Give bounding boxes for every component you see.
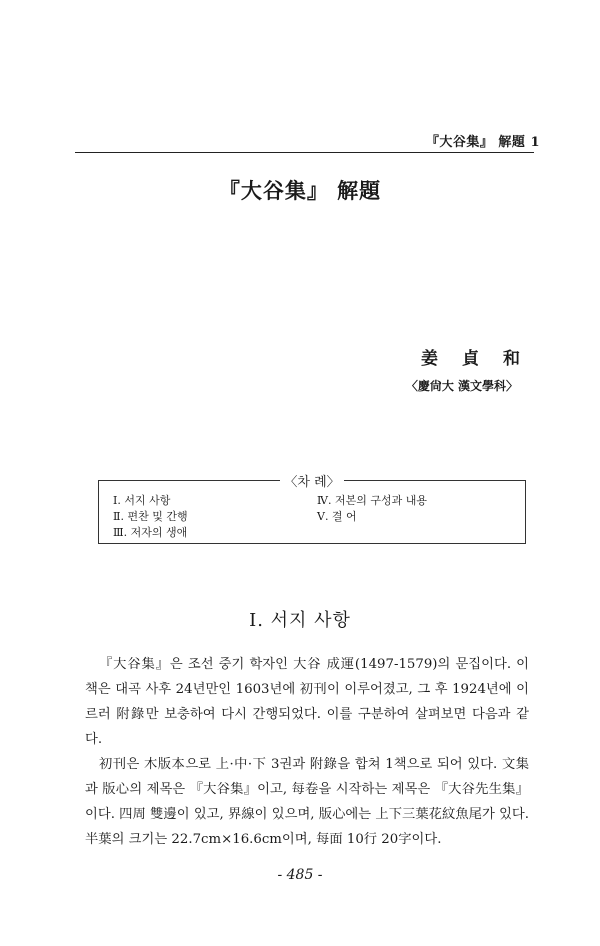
- section-heading: Ⅰ. 서지 사항: [249, 610, 351, 631]
- toc-item: Ⅴ. 결 어: [317, 510, 357, 523]
- toc-item: Ⅱ. 편찬 및 간행: [113, 510, 188, 523]
- toc-item: Ⅰ. 서지 사항: [113, 494, 171, 507]
- body-text: [85, 652, 529, 852]
- toc-heading: [99, 471, 525, 490]
- author-affiliation: 〈慶尙大 漢文學科〉: [405, 379, 518, 393]
- toc-heading-label: 〈차 례〉: [280, 475, 343, 490]
- header-rule: [75, 152, 534, 153]
- toc-item: Ⅲ. 저자의 생애: [113, 526, 188, 539]
- paragraph: 初刊은 木版本으로 上·中·下 3권과 附錄을 합쳐 1책으로 되어 있다. 文集과 版心의 제목은 『大谷集』이고, 每卷을 시작하는 제목은 『大谷先生集』이다. 四周 雙邊이 있고, 界線이 있으며, 版心에는 上下三葉花紋魚尾가 있다. 半葉의 크기는 22.7cm×16.6cm이며, 每面 10行 20字이다.: [85, 757, 529, 847]
- document-title: 『大谷集』 解題: [218, 178, 382, 203]
- author-block: [405, 344, 544, 394]
- paragraph: 『大谷集』은 조선 중기 학자인 大谷 成運(1497-1579)의 문집이다. 이 책은 대곡 사후 24년만인 1603년에 初刊이 이루어졌고, 그 후 1924년에 이르러 附錄만 보충하여 다시 간행되었다. 이를 구분하여 살펴보면 다음과 같다.: [85, 657, 529, 747]
- toc-item: Ⅳ. 저본의 구성과 내용: [317, 494, 427, 507]
- running-header: 『大谷集』 解題 1: [425, 135, 540, 150]
- page-number: - 485 -: [277, 867, 323, 883]
- author-name: 姜貞和: [421, 349, 544, 369]
- table-of-contents: [98, 475, 526, 544]
